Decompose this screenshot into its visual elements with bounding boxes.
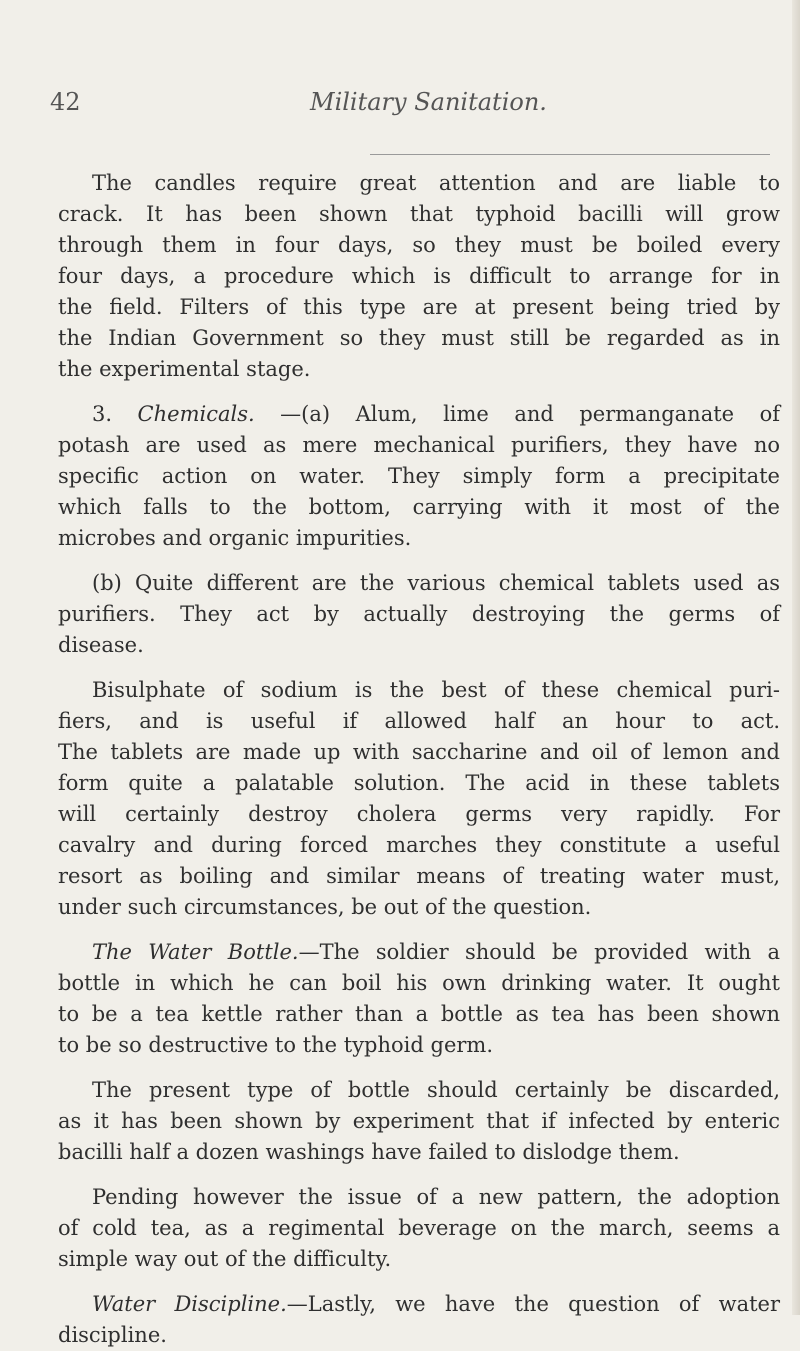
- paragraph: [58, 937, 780, 1061]
- paragraph: [58, 1289, 780, 1351]
- text-line: bottle in which he can boil his own drinking water. It ought: [58, 971, 780, 995]
- text-line: to be so destructive to the typhoid germ.: [58, 1033, 494, 1057]
- text-line: disease.: [58, 633, 144, 657]
- text-line: to be a tea kettle rather than a bottle as tea has been shown: [58, 1002, 780, 1026]
- paragraph: [58, 1182, 780, 1275]
- text-line: discipline.: [58, 1323, 167, 1347]
- text-line: which falls to the bottom, carrying with it most of the: [58, 495, 780, 519]
- section-heading: The Water Bottle.: [92, 940, 299, 964]
- section-heading: Chemicals.: [137, 402, 255, 426]
- page-edge: [792, 0, 800, 1315]
- text-line: The present type of bottle should certainly be discarded,: [92, 1078, 780, 1102]
- paragraph: [58, 1075, 780, 1168]
- text-line: cavalry and during forced marches they constitute a useful: [58, 833, 780, 857]
- text-line: potash are used as mere mechanical purifiers, they have no: [58, 433, 780, 457]
- text-line: [58, 937, 780, 968]
- text-line: through them in four days, so they must be boiled every: [58, 233, 780, 257]
- text-line: Pending however the issue of a new pattern, the adoption: [92, 1185, 780, 1209]
- section-number: 3.: [92, 402, 138, 426]
- text-line: form quite a palatable solution. The acid in these tablets: [58, 771, 780, 795]
- text-line: The tablets are made up with saccharine and oil of lemon and: [58, 740, 780, 764]
- text-line: will certainly destroy cholera germs very rapidly. For: [58, 802, 780, 826]
- text-line: the Indian Government so they must still be regarded as in: [58, 326, 780, 350]
- text-line: [58, 399, 780, 430]
- header-rule: [370, 154, 770, 155]
- paragraph: [58, 168, 780, 385]
- text-line: simple way out of the difficulty.: [58, 1247, 392, 1271]
- text-line: Bisulphate of sodium is the best of these chemical puri-: [92, 678, 780, 702]
- text-line: of cold tea, as a regimental beverage on the march, seems a: [58, 1216, 780, 1240]
- paragraph: [58, 568, 780, 661]
- text-run: —(a) Alum, lime and permanganate of: [254, 402, 780, 426]
- text-line: resort as boiling and similar means of treating water must,: [58, 864, 780, 888]
- text-run: —The soldier should be provided with a: [298, 940, 780, 964]
- running-title: Military Sanitation.: [310, 88, 547, 116]
- text-line: fiers, and is useful if allowed half an hour to act.: [58, 709, 780, 733]
- page-number: 42: [50, 88, 81, 116]
- text-run: —Lastly, we have the question of water: [286, 1292, 780, 1316]
- text-line: the field. Filters of this type are at present being tried by: [58, 295, 780, 319]
- text-line: [58, 1289, 780, 1320]
- text-line: purifiers. They act by actually destroying the germs of: [58, 602, 780, 626]
- text-line: crack. It has been shown that typhoid bacilli will grow: [58, 202, 780, 226]
- section-heading: Water Discipline.: [92, 1292, 287, 1316]
- text-line: four days, a procedure which is difficult to arrange for in: [58, 264, 780, 288]
- paragraph: [58, 399, 780, 554]
- text-line: (b) Quite different are the various chemical tablets used as: [92, 571, 780, 595]
- text-line: The candles require great attention and are liable to: [92, 171, 780, 195]
- text-line: under such circumstances, be out of the question.: [58, 895, 592, 919]
- text-line: microbes and organic impurities.: [58, 526, 412, 550]
- body-text: [58, 168, 780, 1351]
- text-line: bacilli half a dozen washings have failed to dislodge them.: [58, 1140, 680, 1164]
- text-line: specific action on water. They simply form a precipitate: [58, 464, 780, 488]
- page-header: [50, 88, 750, 128]
- text-line: as it has been shown by experiment that if infected by enteric: [58, 1109, 780, 1133]
- paragraph: [58, 675, 780, 923]
- text-line: the experimental stage.: [58, 357, 311, 381]
